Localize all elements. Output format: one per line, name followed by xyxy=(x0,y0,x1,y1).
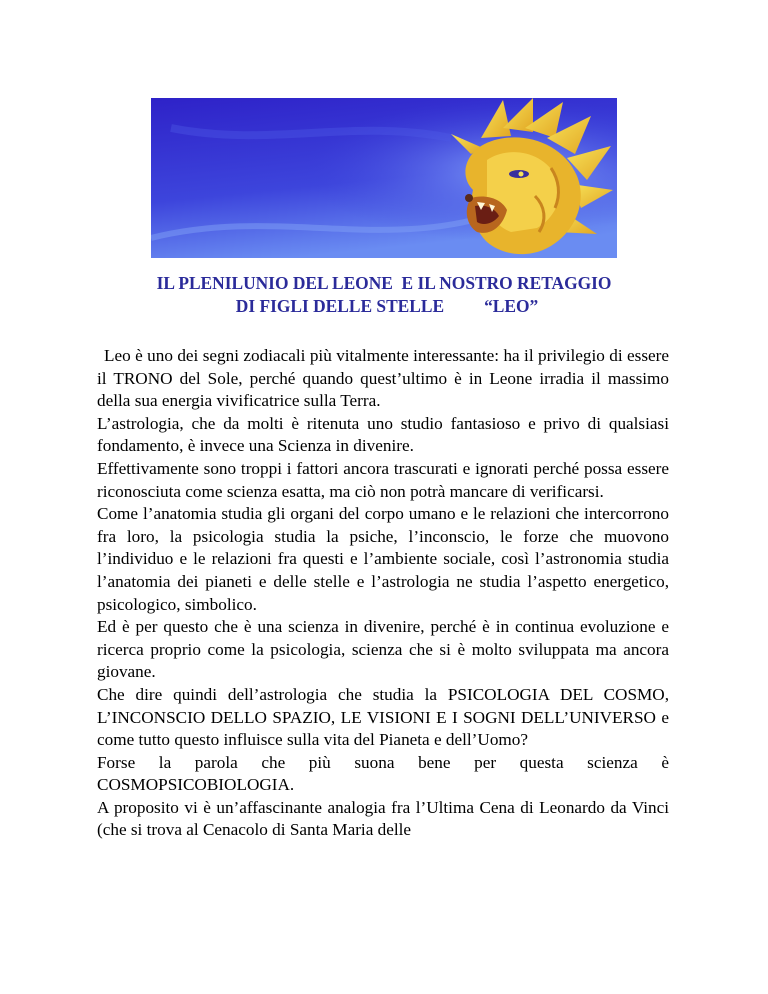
lion-head-icon xyxy=(151,98,617,258)
paragraph: Effettivamente sono troppi i fattori ancora trascurati e ignorati perché possa essere riconosciuta come scienza esatta, ma ciò non potrà mancare di verificarsi. xyxy=(97,458,669,501)
paragraph: A proposito vi è un’affascinante analogia fra l’Ultima Cena di Leonardo da Vinci (che si trova al Cenacolo di Santa Maria delle xyxy=(97,797,669,840)
paragraph: Come l’anatomia studia gli organi del corpo umano e le relazioni che intercorrono fra loro, la psicologia studia la psiche, l’inconscio, le forze che muovono l’individuo e le relazioni fra questi e l’ambiente sociale, così l’astronomia studia l’anatomia dei pianeti e delle stelle e l’astrologia ne studia l’aspetto energetico, psicologico, simbolico. xyxy=(97,504,669,614)
title-line-2 xyxy=(0,295,768,318)
page-title xyxy=(0,272,768,318)
paragraph: Che dire quindi dell’astrologia che studia la PSICOLOGIA DEL COSMO, L’INCONSCIO DELLO SPAZIO, LE VISIONI E I SOGNI DELL’UNIVERSO e come tutto questo influisce sulla vita del Pianeta e dell’Uomo? xyxy=(97,684,669,750)
leo-lion-image xyxy=(151,98,617,258)
title-line-2-main: DI FIGLI DELLE STELLE xyxy=(235,296,445,316)
paragraph: Forse la parola che più suona bene per questa scienza è COSMOPSICOBIOLOGIA. xyxy=(97,752,669,795)
paragraph: Ed è per questo che è una scienza in divenire, perché è in continua evoluzione e ricerca proprio come la psicologia, scienza che si è molto sviluppata ma ancora giovane. xyxy=(97,617,669,682)
title-line-1: IL PLENILUNIO DEL LEONE E IL NOSTRO RETAGGIO xyxy=(156,273,612,293)
paragraph: Leo è uno dei segni zodiacali più vitalmente interessante: ha il privilegio di essere il TRONO del Sole, perché quando quest’ultimo è in Leone irradia il massimo della sua energia vivificatrice sulla Terra. xyxy=(97,346,669,411)
paragraph: L’astrologia, che da molti è ritenuta uno studio fantasioso e privo di qualsiasi fondamento, è invece una Scienza in divenire. xyxy=(97,413,669,456)
article-body xyxy=(97,345,669,842)
title-leo: “LEO” xyxy=(484,296,539,316)
